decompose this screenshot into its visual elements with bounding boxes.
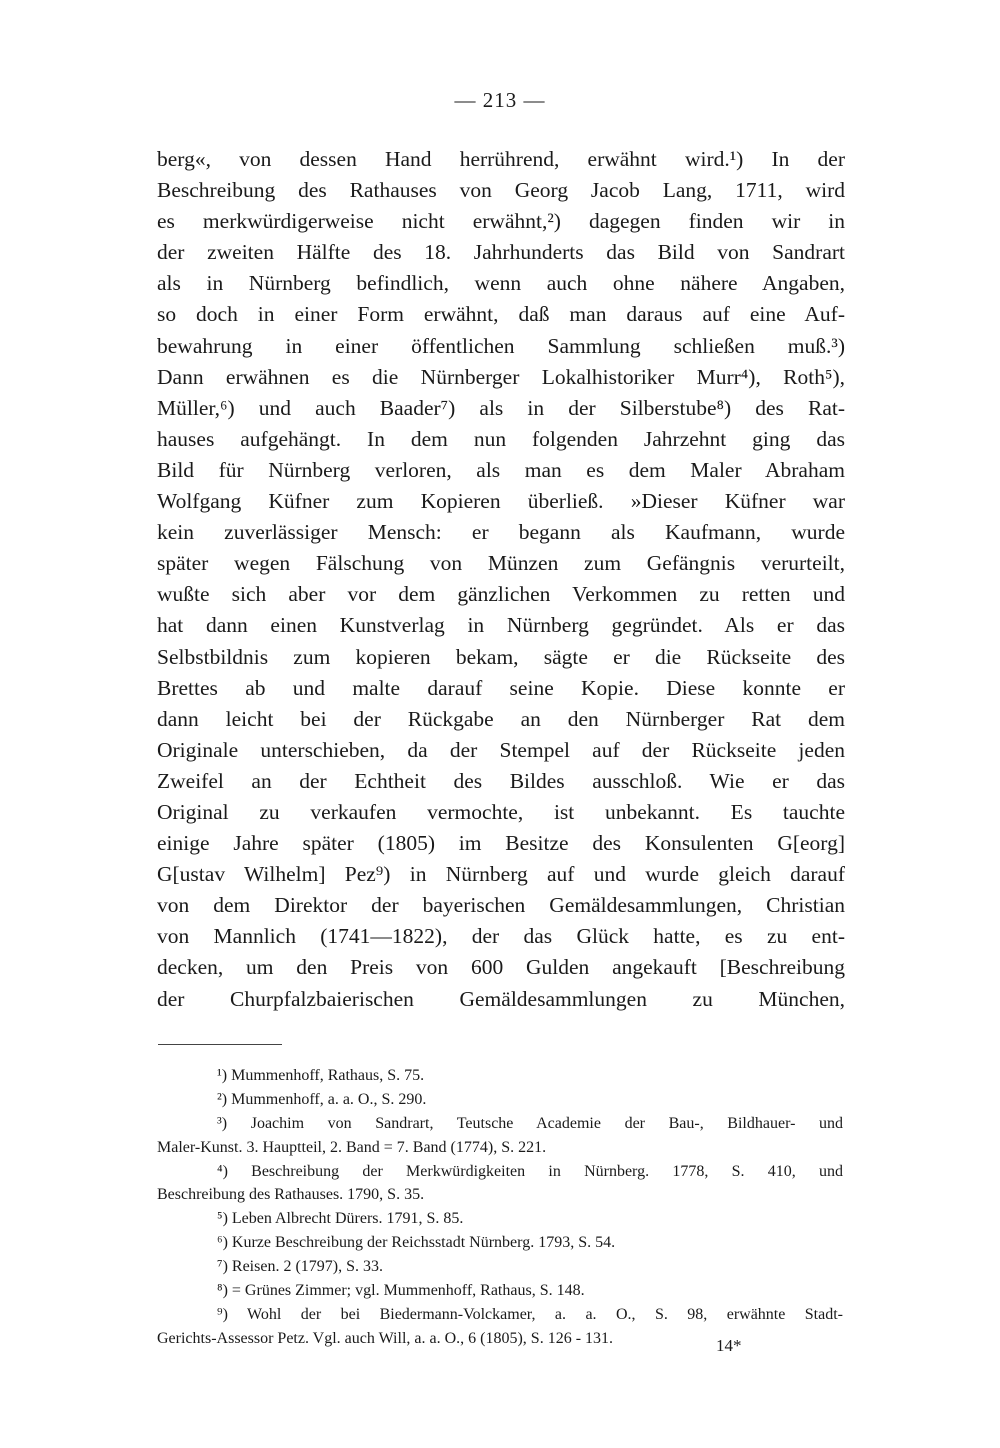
footnote-line: ⁵) Leben Albrecht Dürers. 1791, S. 85. [217,1210,464,1228]
footnote-line: ⁷) Reisen. 2 (1797), S. 33. [217,1258,384,1276]
body-line: kein zuverlässiger Mensch: er begann als Kaufmann, wurde [157,520,845,545]
footnote-line: ⁹) Wohl der bei Biedermann-Volckamer, a. a. O., S. 98, erwähnte Stadt- [217,1305,843,1323]
body-line: Bild für Nürnberg verloren, als man es dem Maler Abraham [157,457,845,482]
footnote-line: Maler-Kunst. 3. Hauptteil, 2. Band = 7. Band (1774), S. 221. [157,1138,547,1156]
body-line: berg«, von dessen Hand herrührend, erwähnt wird.¹) In der [157,147,845,171]
footnote-line: Beschreibung des Rathauses. 1790, S. 35. [157,1186,425,1204]
body-line: Original zu verkaufen vermochte, ist unbekannt. Es tauchte [157,799,845,824]
page-number: — 213 — [454,88,546,112]
body-line: dann leicht bei der Rückgabe an den Nürnberger Rat dem [157,706,845,731]
body-line: decken, um den Preis von 600 Gulden angekauft [Beschreibung [157,955,845,980]
body-line: Selbstbildnis zum kopieren bekam, sägte er die Rückseite des [157,644,845,669]
body-line: Dann erwähnen es die Nürnberger Lokalhistoriker Murr⁴), Roth⁵), [157,364,845,389]
body-line: G[ustav Wilhelm] Pez⁹) in Nürnberg auf und wurde gleich darauf [157,862,845,887]
body-line: einige Jahre später (1805) im Besitze des Konsulenten G[eorg] [157,831,845,856]
body-line: hauses aufgehängt. In dem nun folgenden Jahrzehnt ging das [157,426,845,451]
body-line: Wolfgang Küfner zum Kopieren überließ. »Dieser Küfner war [157,489,845,514]
body-text [157,144,845,1015]
body-line: später wegen Fälschung von Münzen zum Gefängnis verurteilt, [157,551,845,576]
body-line: wußte sich aber vor dem gänzlichen Verkommen zu retten und [157,582,845,607]
body-line: von Mannlich (1741—1822), der das Glück hatte, es zu ent- [157,924,845,949]
footnote-line: Gerichts-Assessor Petz. Vgl. auch Will, a. a. O., 6 (1805), S. 126 - 131. [157,1329,614,1347]
body-line: Originale unterschieben, da der Stempel auf der Rückseite jeden [157,737,845,762]
footnote-line: ⁴) Beschreibung der Merkwürdigkeiten in Nürnberg. 1778, S. 410, und [217,1162,843,1180]
footnote-line: ⁶) Kurze Beschreibung der Reichsstadt Nürnberg. 1793, S. 54. [217,1234,616,1252]
footnote-line: ¹) Mummenhoff, Rathaus, S. 75. [217,1067,425,1084]
body-line: Beschreibung des Rathauses von Georg Jacob Lang, 1711, wird [157,178,845,203]
body-line: hat dann einen Kunstverlag in Nürnberg gegründet. Als er das [157,613,845,638]
footnote-line: ²) Mummenhoff, a. a. O., S. 290. [217,1090,427,1108]
body-line: Müller,⁶) und auch Baader⁷) als in der Silberstube⁸) des Rat- [157,395,845,420]
body-line: bewahrung in einer öffentlichen Sammlung schließen muß.³) [157,333,845,358]
body-line: als in Nürnberg befindlich, wenn auch ohne nähere Angaben, [157,271,845,296]
body-line: von dem Direktor der bayerischen Gemäldesammlungen, Christian [157,893,845,918]
footnote-divider [158,1044,282,1045]
body-line: es merkwürdigerweise nicht erwähnt,²) dagegen finden wir in [157,209,845,234]
footnote-line: ³) Joachim von Sandrart, Teutsche Academie der Bau-, Bildhauer- und [217,1114,843,1132]
footnote-line: ⁸) = Grünes Zimmer; vgl. Mummenhoff, Rathaus, S. 148. [217,1282,585,1300]
signature-mark: 14* [716,1336,742,1355]
body-line: so doch in einer Form erwähnt, daß man daraus auf eine Auf- [157,302,845,327]
body-line: Zweifel an der Echtheit des Bildes ausschloß. Wie er das [157,768,845,793]
body-line: der zweiten Hälfte des 18. Jahrhunderts das Bild von Sandrart [157,240,845,265]
body-line: Brettes ab und malte darauf seine Kopie. Diese konnte er [157,675,845,700]
body-line: der Churpfalzbaierischen Gemäldesammlungen zu München, [157,986,845,1011]
footnotes [157,1064,843,1351]
